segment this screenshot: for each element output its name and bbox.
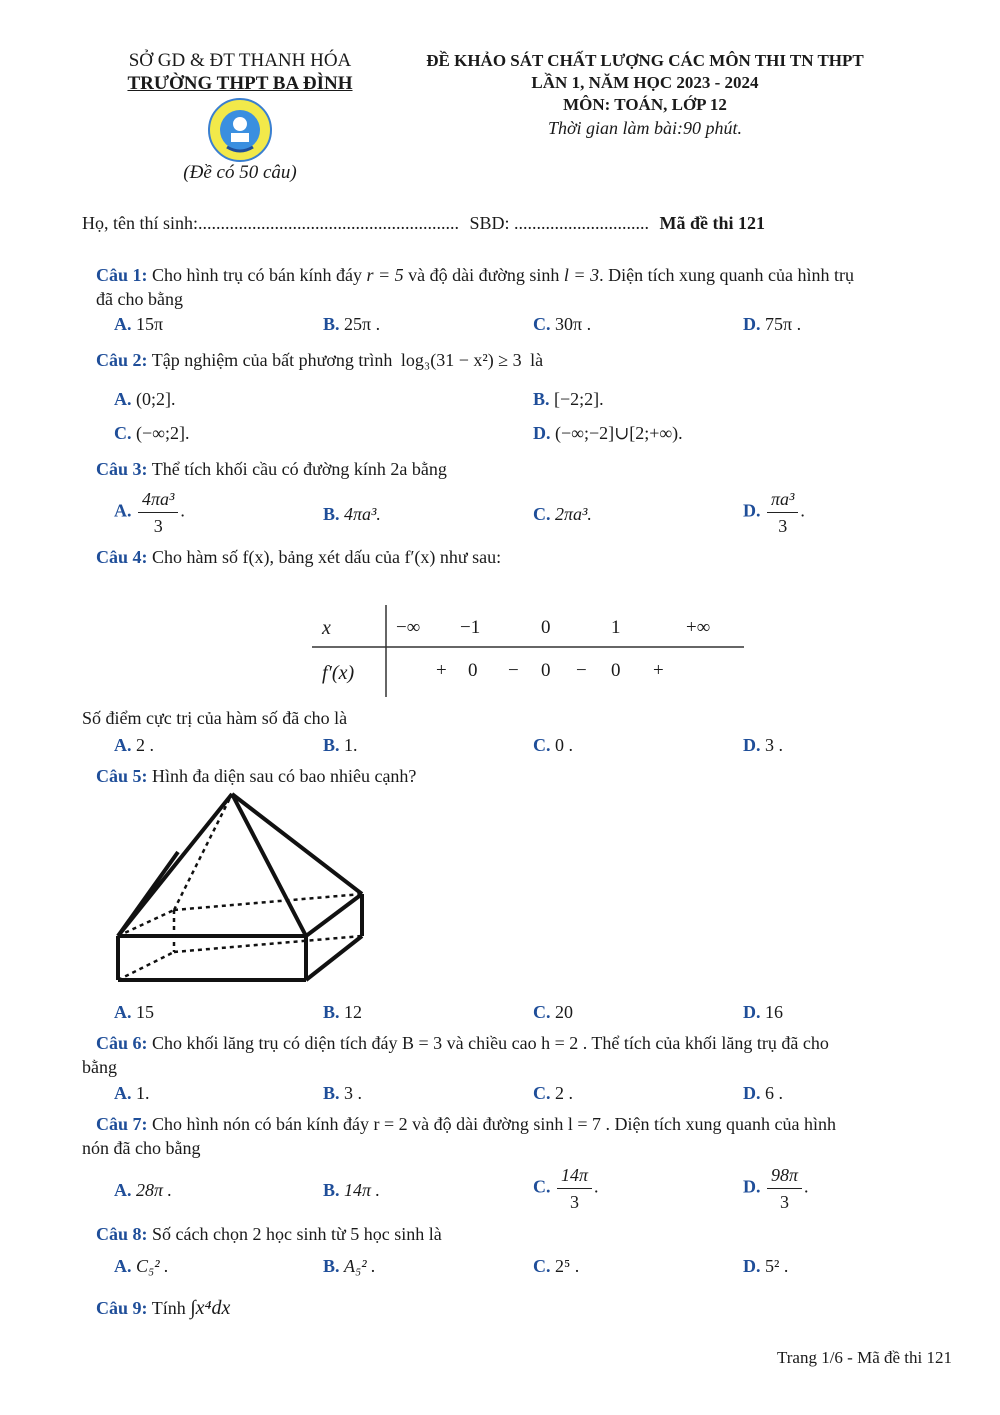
q5-option-a[interactable]: A. 15 [114, 1002, 154, 1022]
q6-option-a[interactable]: A. 1. [114, 1083, 150, 1103]
q4-option-d[interactable]: D. 3 . [743, 735, 783, 755]
q4-option-b[interactable]: B. 1. [323, 735, 358, 755]
sign-table-sign: − [508, 660, 519, 681]
question-text: Cho hình trụ có bán kính đáy [152, 265, 362, 285]
q8-option-c[interactable]: C. 2⁵ . [533, 1256, 580, 1276]
page-footer: Trang 1/6 - Mã đề thi 121 [776, 1348, 952, 1367]
exam-time: Thời gian làm bài:90 phút. [547, 118, 743, 138]
q2-option-b[interactable]: B. [−2;2]. [533, 389, 604, 409]
question-4-prompt: Số điểm cực trị của hàm số đã cho là [82, 708, 348, 728]
exam-round: LẦN 1, NĂM HỌC 2023 - 2024 [531, 73, 759, 92]
q8-option-a[interactable]: A. C₅² . [114, 1256, 169, 1276]
sbd-field: SBD: .............................. [469, 213, 650, 233]
q7-option-c[interactable]: C. $\frac{14\pi}{3}$ . [533, 1162, 599, 1215]
q8-option-d[interactable]: D. 5² . [743, 1256, 789, 1276]
q2-option-c[interactable]: C. (−∞;2]. [114, 423, 190, 443]
sign-table-x-value: +∞ [686, 617, 711, 638]
q5-option-c[interactable]: C. 20 [533, 1002, 573, 1022]
q8-option-b[interactable]: B. A₅² . [323, 1256, 376, 1276]
q1-option-d[interactable]: D. 75π . [743, 314, 802, 334]
question-text: . Diện tích xung quanh của hình trụ [599, 265, 855, 285]
sign-table-sign: 0 [611, 660, 621, 681]
q2-option-d[interactable]: D. (−∞;−2]∪[2;+∞). [533, 423, 683, 443]
question-3: Câu 3: Thể tích khối cầu có đường kính 2a bằng [96, 459, 447, 479]
q1-option-b[interactable]: B. 25π . [323, 314, 381, 334]
polyhedron-figure [110, 790, 380, 990]
question-6: Câu 6: Cho khối lăng trụ có diện tích đáy B = 3 và chiều cao h = 2 . Thể tích của khối lăng trụ đã cho bằng [82, 1033, 829, 1077]
sign-table-sign: + [653, 660, 664, 681]
sign-table [312, 605, 744, 697]
exam-code: Mã đề thi 121 [659, 213, 766, 233]
q6-option-d[interactable]: D. 6 . [743, 1083, 783, 1103]
math-expr: log₃(31 − x²) ≥ 3 [400, 350, 522, 370]
q7-option-b[interactable]: B. 14π . [323, 1180, 381, 1200]
q1-option-a[interactable]: A. 15π [114, 314, 164, 334]
math-expr: ∫x⁴dx [190, 1297, 231, 1319]
q6-option-b[interactable]: B. 3 . [323, 1083, 363, 1103]
q5-option-b[interactable]: B. 12 [323, 1002, 363, 1022]
question-8: Câu 8: Số cách chọn 2 học sinh từ 5 học sinh là [96, 1224, 442, 1244]
q6-option-c[interactable]: C. 2 . [533, 1083, 573, 1103]
q3-option-b[interactable]: B. 4πa³. [323, 504, 381, 524]
q2-option-a[interactable]: A. (0;2]. [114, 389, 176, 409]
q3-option-d[interactable]: D. $\frac{\text{πa³}}{3}$ . [743, 486, 805, 539]
question-4: Câu 4: Cho hàm số f(x), bảng xét dấu của f′(x) như sau: [96, 547, 502, 567]
sign-table-x-value: −1 [460, 617, 481, 638]
student-info-line [82, 213, 765, 234]
question-label: Câu 1: [96, 265, 148, 285]
q1-option-c[interactable]: C. 30π . [533, 314, 592, 334]
q4-option-c[interactable]: C. 0 . [533, 735, 573, 755]
q5-option-d[interactable]: D. 16 [743, 1002, 783, 1022]
q4-option-a[interactable]: A. 2 . [114, 735, 154, 755]
exam-subject: MÔN: TOÁN, LỚP 12 [563, 95, 727, 114]
sign-table-sign: − [576, 660, 587, 681]
question-5: Câu 5: Hình đa diện sau có bao nhiêu cạnh? [96, 766, 417, 786]
sign-table-f-label: f′(x) [322, 662, 355, 684]
question-text: và độ dài đường sinh [408, 265, 560, 285]
question-count-note: (Đề có 50 câu) [183, 162, 297, 183]
dept-name: SỞ GD & ĐT THANH HÓA [128, 50, 352, 71]
q3-option-a[interactable]: A. $\frac{\text{4πa³}}{3}$ . [114, 486, 185, 539]
question-9: Câu 9: Tính ∫x⁴dx [96, 1297, 231, 1319]
sign-table-sign: 0 [468, 660, 478, 681]
q3-option-c[interactable]: C. 2πa³. [533, 504, 592, 524]
sign-table-sign: 0 [541, 660, 551, 681]
school-name: TRƯỜNG THPT BA ĐÌNH [127, 73, 353, 94]
question-text: đã cho bằng [96, 289, 183, 309]
math-expr: l = 3 [563, 265, 600, 285]
math-expr: r = 5 [366, 265, 404, 285]
exam-title: ĐỀ KHẢO SÁT CHẤT LƯỢNG CÁC MÔN THI TN THPT [426, 51, 864, 70]
student-name-field: Họ, tên thí sinh:.......................................................... [82, 213, 459, 233]
sign-table-x-value: 0 [541, 617, 551, 638]
question-2: Câu 2: Tập nghiệm của bất phương trình log₃(31 − x²) ≥ 3 là [96, 350, 544, 370]
question-7: Câu 7: Cho hình nón có bán kính đáy r = 2 và độ dài đường sinh l = 7 . Diện tích xung quanh của hình nón đã cho bằng [82, 1114, 836, 1158]
school-logo [207, 97, 273, 163]
sign-table-x-label: x [322, 617, 331, 639]
q7-option-d[interactable]: D. $\frac{98\pi}{3}$ . [743, 1162, 809, 1215]
sign-table-x-value: −∞ [396, 617, 421, 638]
question-1 [96, 263, 952, 311]
sign-table-x-value: 1 [611, 617, 621, 638]
q7-option-a[interactable]: A. 28π . [114, 1180, 173, 1200]
sign-table-sign: + [436, 660, 447, 681]
